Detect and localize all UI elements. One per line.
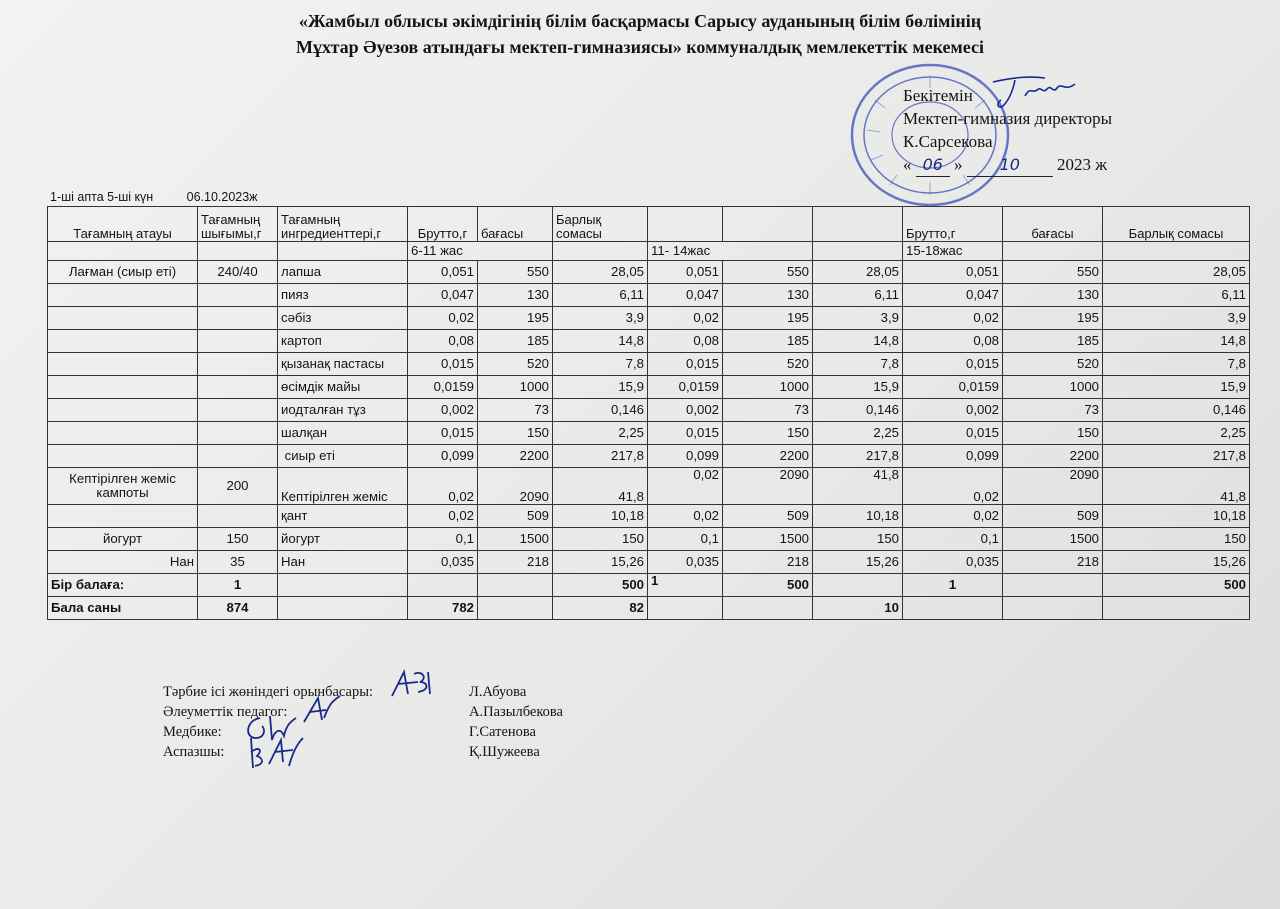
dish-name (48, 422, 198, 445)
ingredient: лапша (278, 261, 408, 284)
dish-yield (198, 376, 278, 399)
approve-label: Бекітемін (903, 86, 973, 105)
brutto-3: 0,047 (903, 284, 1003, 307)
total-3: 217,8 (1103, 445, 1250, 468)
dish-name: Нан (48, 551, 198, 574)
price-2: 1500 (723, 528, 813, 551)
price-1: 195 (478, 307, 553, 330)
approval-day: 06 (916, 153, 950, 177)
per-child-count-2: 1 (648, 574, 723, 597)
ingredient: қант (278, 505, 408, 528)
price-1: 218 (478, 551, 553, 574)
price-3: 1500 (1003, 528, 1103, 551)
dish-name: Лағман (сиыр еті) (48, 261, 198, 284)
total-2: 15,26 (813, 551, 903, 574)
dish-yield (198, 505, 278, 528)
ingredient: шалқан (278, 422, 408, 445)
dish-name: йогурт (48, 528, 198, 551)
total-3: 28,05 (1103, 261, 1250, 284)
children-group-1: 782 (408, 597, 478, 620)
age-empty (1103, 242, 1250, 261)
brutto-2: 0,02 (648, 505, 723, 528)
total-1: 28,05 (553, 261, 648, 284)
empty-cell (278, 597, 408, 620)
total-1: 41,8 (553, 468, 648, 505)
price-2: 2200 (723, 445, 813, 468)
table-row (48, 261, 1250, 284)
brutto-1: 0,1 (408, 528, 478, 551)
total-2: 6,11 (813, 284, 903, 307)
total-1: 6,11 (553, 284, 648, 307)
total-3: 7,8 (1103, 353, 1250, 376)
staff-name: Г.Сатенова (469, 724, 536, 740)
brutto-1: 0,02 (408, 505, 478, 528)
total-2: 14,8 (813, 330, 903, 353)
total-2: 7,8 (813, 353, 903, 376)
price-1: 130 (478, 284, 553, 307)
price-3: 73 (1003, 399, 1103, 422)
header-price-3: бағасы (1003, 207, 1103, 242)
header-brutto: Брутто,г (408, 207, 478, 242)
price-2: 520 (723, 353, 813, 376)
staff-role: Медбике: (163, 724, 222, 740)
title-line-1: «Жамбыл облысы әкімдігінің білім басқармасы Сарысу ауданының білім бөлімінің (298, 11, 982, 31)
price-2: 195 (723, 307, 813, 330)
brutto-1: 0,099 (408, 445, 478, 468)
price-1: 2200 (478, 445, 553, 468)
brutto-2: 0,015 (648, 422, 723, 445)
age-group-1: 6-11 жас (408, 242, 553, 261)
staff-role: Әлеуметтік педагог: (163, 704, 288, 720)
brutto-2: 0,1 (648, 528, 723, 551)
total-1: 2,25 (553, 422, 648, 445)
empty-cell (478, 574, 553, 597)
brutto-2: 0,002 (648, 399, 723, 422)
age-group-row (48, 242, 1250, 261)
brutto-2: 0,02 (648, 307, 723, 330)
price-3: 520 (1003, 353, 1103, 376)
title-line-2: Мұхтар Әуезов атындағы мектеп-гимназиясы» коммуналдық мемлекеттік мекемесі (296, 37, 984, 57)
approval-year: 2023 ж (1057, 155, 1107, 174)
price-2: 550 (723, 261, 813, 284)
brutto-3: 0,099 (903, 445, 1003, 468)
empty-cell (278, 574, 408, 597)
header-ingredients: Тағамның ингредиенттері,г (278, 207, 408, 242)
day-info (50, 190, 258, 204)
total-1: 10,18 (553, 505, 648, 528)
dish-name (48, 330, 198, 353)
dish-yield: 200 (198, 468, 278, 505)
table-row (48, 422, 1250, 445)
header-dish: Тағамның атауы (48, 207, 198, 242)
total-2: 41,8 (813, 468, 903, 505)
table-row (48, 505, 1250, 528)
dish-yield: 240/40 (198, 261, 278, 284)
table-row (48, 551, 1250, 574)
header-yield: Тағамның шығымы,г (198, 207, 278, 242)
brutto-3: 0,051 (903, 261, 1003, 284)
staff-name: А.Пазылбекова (469, 704, 563, 720)
age-empty (198, 242, 278, 261)
total-2: 2,25 (813, 422, 903, 445)
menu-table (47, 206, 1250, 620)
price-3: 2090 (1003, 468, 1103, 505)
brutto-2: 0,0159 (648, 376, 723, 399)
brutto-1: 0,002 (408, 399, 478, 422)
children-total: 874 (198, 597, 278, 620)
price-1: 185 (478, 330, 553, 353)
total-2: 150 (813, 528, 903, 551)
price-3: 1000 (1003, 376, 1103, 399)
menu-date: 06.10.2023ж (186, 190, 258, 204)
empty-cell (813, 574, 903, 597)
dish-name: Кептірілген жеміс кампоты (48, 468, 198, 505)
price-1: 509 (478, 505, 553, 528)
total-1: 0,146 (553, 399, 648, 422)
age-group-2: 11- 14жас (648, 242, 813, 261)
approval-date (903, 153, 1112, 177)
empty-cell (408, 574, 478, 597)
total-1: 150 (553, 528, 648, 551)
empty-cell (1003, 597, 1103, 620)
table-row (48, 376, 1250, 399)
age-empty (1003, 242, 1103, 261)
total-1: 15,9 (553, 376, 648, 399)
empty-cell (903, 597, 1003, 620)
brutto-3: 0,0159 (903, 376, 1003, 399)
brutto-1: 0,015 (408, 353, 478, 376)
staff-role: Тәрбие ісі жөніндегі орынбасары: (163, 684, 373, 700)
staff-name: Л.Абуова (469, 684, 527, 700)
price-2: 1000 (723, 376, 813, 399)
brutto-2: 0,047 (648, 284, 723, 307)
total-2: 3,9 (813, 307, 903, 330)
age-empty (278, 242, 408, 261)
children-group-2: 82 (553, 597, 648, 620)
dish-name (48, 307, 198, 330)
empty-cell (723, 597, 813, 620)
age-empty (553, 242, 648, 261)
age-group-3: 15-18жас (903, 242, 1003, 261)
total-3: 0,146 (1103, 399, 1250, 422)
price-1: 550 (478, 261, 553, 284)
per-child-count-3: 1 (903, 574, 1003, 597)
ingredient: өсімдік майы (278, 376, 408, 399)
total-3: 15,26 (1103, 551, 1250, 574)
ingredient: сиыр еті (278, 445, 408, 468)
director-position: Мектеп-гимназия директоры (903, 109, 1113, 128)
week-day-label: 1-ші апта 5-ші күн (50, 190, 154, 204)
dish-name (48, 353, 198, 376)
price-2: 130 (723, 284, 813, 307)
dish-yield (198, 422, 278, 445)
dish-name (48, 445, 198, 468)
dish-name (48, 284, 198, 307)
total-1: 7,8 (553, 353, 648, 376)
dish-yield (198, 399, 278, 422)
price-3: 195 (1003, 307, 1103, 330)
header-empty (723, 207, 813, 242)
table-row (48, 445, 1250, 468)
price-3: 185 (1003, 330, 1103, 353)
brutto-1: 0,02 (408, 468, 478, 505)
dish-name (48, 399, 198, 422)
per-child-row (48, 574, 1250, 597)
table-row (48, 330, 1250, 353)
total-1: 14,8 (553, 330, 648, 353)
dish-yield: 150 (198, 528, 278, 551)
price-1: 1000 (478, 376, 553, 399)
social-pedagogue-signature (300, 692, 344, 726)
dish-yield (198, 307, 278, 330)
price-1: 520 (478, 353, 553, 376)
price-2: 150 (723, 422, 813, 445)
staff-name: Қ.Шужеева (469, 744, 540, 760)
quote-close: » (954, 155, 963, 174)
header-price: бағасы (478, 207, 553, 242)
ingredient: Кептірілген жеміс (278, 468, 408, 505)
brutto-2: 0,051 (648, 261, 723, 284)
per-child-total-2: 500 (723, 574, 813, 597)
total-3: 150 (1103, 528, 1250, 551)
total-3: 2,25 (1103, 422, 1250, 445)
total-3: 6,11 (1103, 284, 1250, 307)
dish-yield (198, 284, 278, 307)
table-row (48, 468, 1250, 505)
age-empty (813, 242, 903, 261)
dish-yield: 35 (198, 551, 278, 574)
dish-name (48, 505, 198, 528)
brutto-3: 0,002 (903, 399, 1003, 422)
table-row (48, 353, 1250, 376)
header-brutto-3: Брутто,г (903, 207, 1003, 242)
brutto-2: 0,08 (648, 330, 723, 353)
brutto-3: 0,015 (903, 353, 1003, 376)
price-3: 509 (1003, 505, 1103, 528)
brutto-2: 0,099 (648, 445, 723, 468)
brutto-3: 0,02 (903, 505, 1003, 528)
children-group-3: 10 (813, 597, 903, 620)
deputy-signature (388, 668, 438, 700)
brutto-2: 0,035 (648, 551, 723, 574)
total-2: 10,18 (813, 505, 903, 528)
empty-cell (1003, 574, 1103, 597)
total-3: 14,8 (1103, 330, 1250, 353)
header-total: Барлық сомасы (553, 207, 648, 242)
price-3: 550 (1003, 261, 1103, 284)
brutto-3: 0,1 (903, 528, 1003, 551)
ingredient: Нан (278, 551, 408, 574)
total-2: 28,05 (813, 261, 903, 284)
price-2: 2090 (723, 468, 813, 505)
total-3: 41,8 (1103, 468, 1250, 505)
price-3: 150 (1003, 422, 1103, 445)
quote-open: « (903, 155, 912, 174)
brutto-3: 0,08 (903, 330, 1003, 353)
empty-cell (648, 597, 723, 620)
total-3: 3,9 (1103, 307, 1250, 330)
empty-cell (478, 597, 553, 620)
total-2: 0,146 (813, 399, 903, 422)
brutto-1: 0,08 (408, 330, 478, 353)
per-child-count: 1 (198, 574, 278, 597)
table-header-row (48, 207, 1250, 242)
header-empty (813, 207, 903, 242)
brutto-1: 0,0159 (408, 376, 478, 399)
table-row (48, 284, 1250, 307)
price-2: 509 (723, 505, 813, 528)
per-child-total-3: 500 (1103, 574, 1250, 597)
brutto-1: 0,035 (408, 551, 478, 574)
approval-block (903, 84, 1112, 177)
brutto-3: 0,02 (903, 468, 1003, 505)
brutto-3: 0,035 (903, 551, 1003, 574)
total-2: 15,9 (813, 376, 903, 399)
approval-month: 10 (967, 153, 1053, 177)
total-2: 217,8 (813, 445, 903, 468)
total-1: 217,8 (553, 445, 648, 468)
ingredient: қызанақ пастасы (278, 353, 408, 376)
total-3: 15,9 (1103, 376, 1250, 399)
ingredient: картоп (278, 330, 408, 353)
director-name: К.Сарсекова (903, 132, 993, 151)
ingredient: йогурт (278, 528, 408, 551)
dish-yield (198, 353, 278, 376)
price-2: 218 (723, 551, 813, 574)
staff-role: Аспазшы: (163, 744, 225, 760)
price-1: 150 (478, 422, 553, 445)
children-label: Бала саны (48, 597, 198, 620)
dish-yield (198, 330, 278, 353)
price-1: 73 (478, 399, 553, 422)
price-2: 73 (723, 399, 813, 422)
price-1: 2090 (478, 468, 553, 505)
brutto-2: 0,02 (648, 468, 723, 505)
ingredient: иодталған тұз (278, 399, 408, 422)
brutto-1: 0,047 (408, 284, 478, 307)
price-3: 218 (1003, 551, 1103, 574)
header-total-3: Барлық сомасы (1103, 207, 1250, 242)
price-2: 185 (723, 330, 813, 353)
price-3: 2200 (1003, 445, 1103, 468)
total-3: 10,18 (1103, 505, 1250, 528)
price-1: 1500 (478, 528, 553, 551)
document-title (140, 8, 1140, 60)
per-child-total-1: 500 (553, 574, 648, 597)
per-child-label: Бір балаға: (48, 574, 198, 597)
brutto-1: 0,02 (408, 307, 478, 330)
table-row (48, 399, 1250, 422)
cook-signature (245, 734, 305, 770)
age-empty (48, 242, 198, 261)
brutto-3: 0,02 (903, 307, 1003, 330)
dish-yield (198, 445, 278, 468)
table-row (48, 307, 1250, 330)
brutto-3: 0,015 (903, 422, 1003, 445)
total-1: 3,9 (553, 307, 648, 330)
brutto-1: 0,051 (408, 261, 478, 284)
dish-name (48, 376, 198, 399)
ingredient: сәбіз (278, 307, 408, 330)
ingredient: пияз (278, 284, 408, 307)
brutto-1: 0,015 (408, 422, 478, 445)
header-empty (648, 207, 723, 242)
children-count-row (48, 597, 1250, 620)
price-3: 130 (1003, 284, 1103, 307)
total-1: 15,26 (553, 551, 648, 574)
table-row (48, 528, 1250, 551)
brutto-2: 0,015 (648, 353, 723, 376)
empty-cell (1103, 597, 1250, 620)
